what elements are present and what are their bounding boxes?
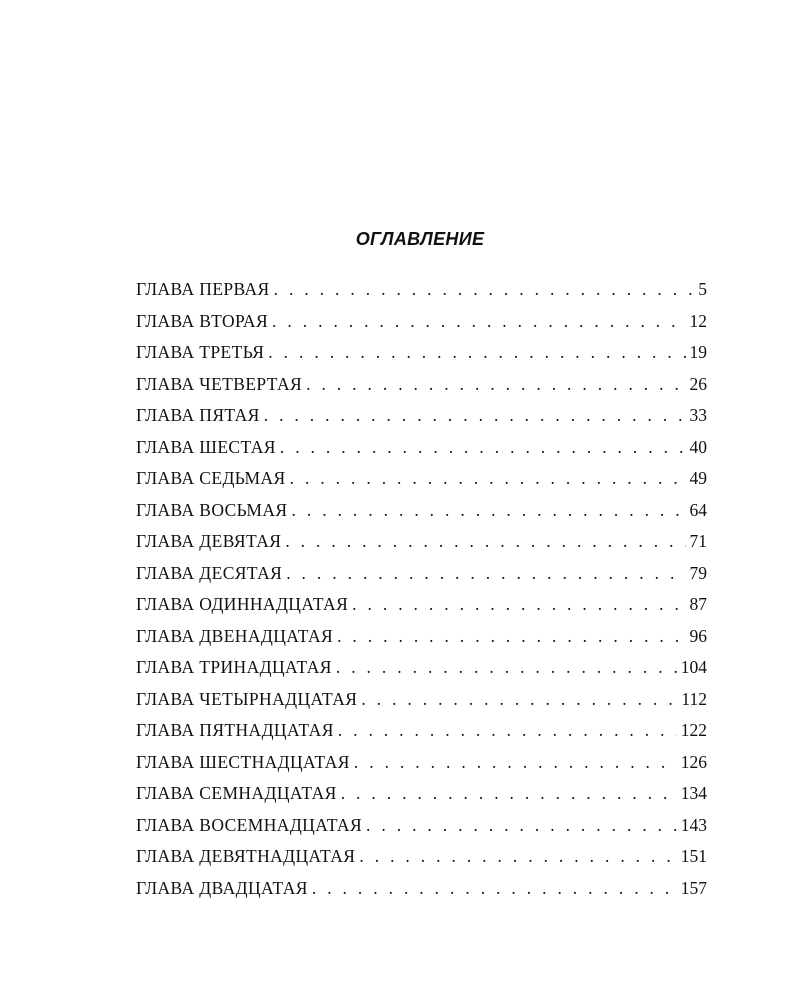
toc-entry-label: ГЛАВА ТРИНАДЦАТАЯ (136, 657, 332, 677)
toc-entry[interactable] (136, 657, 707, 689)
toc-entry[interactable] (136, 437, 707, 469)
toc-entry-label: ГЛАВА ПЯТАЯ (136, 405, 260, 425)
toc-entry[interactable] (136, 374, 707, 406)
toc-entry-page: 64 (689, 499, 707, 520)
dot-leader (306, 374, 685, 395)
toc-entry-label: ГЛАВА ДВЕНАДЦАТАЯ (136, 625, 334, 646)
toc-entry-page: 33 (689, 405, 707, 425)
toc-entry-page: 5 (698, 279, 707, 299)
toc-entry-page: 151 (680, 846, 707, 866)
dot-leader (366, 815, 677, 836)
toc-entry-label: ГЛАВА ПЯТНАДЦАТАЯ (136, 720, 334, 740)
toc-entry-label: ГЛАВА СЕДЬМАЯ (136, 468, 286, 488)
toc-entry[interactable] (136, 878, 707, 910)
dot-leader (268, 342, 685, 363)
dot-leader (290, 468, 686, 489)
toc-entry-label: ГЛАВА ЧЕТВЕРТАЯ (136, 373, 303, 394)
toc-entry-page: 104 (680, 657, 707, 677)
page-title: ОГЛАВЛЕНИЕ (355, 229, 485, 249)
dot-leader (336, 657, 677, 678)
toc-entry-page: 71 (689, 531, 707, 551)
toc-entry[interactable] (136, 594, 707, 626)
dot-leader (359, 846, 676, 867)
dot-leader (272, 311, 685, 332)
toc-entry[interactable] (136, 626, 707, 658)
dot-leader (361, 689, 677, 710)
toc-entry-label: ГЛАВА ВТОРАЯ (136, 310, 269, 331)
dot-leader (264, 405, 686, 426)
toc-entry[interactable] (136, 531, 707, 563)
toc-entry-label: ГЛАВА ПЕРВАЯ (136, 279, 270, 299)
toc-entry-label: ГЛАВА ВОСЕМНАДЦАТАЯ (136, 814, 363, 835)
toc-entry[interactable] (136, 279, 707, 311)
toc-entry[interactable] (136, 405, 707, 437)
toc-entry-page: 112 (681, 688, 707, 709)
toc-entry-page: 87 (689, 594, 707, 614)
toc-entry-page: 19 (689, 342, 707, 362)
toc-entry-label: ГЛАВА ДЕВЯТАЯ (136, 531, 282, 551)
toc-entry-page: 134 (680, 783, 707, 803)
toc-entry[interactable] (136, 563, 707, 595)
dot-leader (280, 437, 686, 458)
toc-entry[interactable] (136, 468, 707, 500)
dot-leader (337, 626, 685, 647)
toc-entry[interactable] (136, 783, 707, 815)
toc-entry-page: 49 (689, 468, 707, 488)
toc-entry-label: ГЛАВА ВОСЬМАЯ (136, 499, 288, 520)
toc-entry-page: 122 (680, 720, 707, 740)
dot-leader (354, 752, 677, 773)
toc-entry[interactable] (136, 720, 707, 752)
toc-entry-label: ГЛАВА ДВАДЦАТАЯ (136, 877, 308, 898)
toc-entry-page: 40 (689, 436, 707, 457)
toc-entry[interactable] (136, 311, 707, 343)
toc-entry-page: 12 (689, 310, 707, 331)
toc-entry-label: ГЛАВА ШЕСТАЯ (136, 436, 276, 457)
toc-entry[interactable] (136, 500, 707, 532)
toc-entry[interactable] (136, 815, 707, 847)
toc-entry-page: 143 (680, 814, 707, 835)
toc-entry[interactable] (136, 342, 707, 374)
table-of-contents (136, 279, 707, 909)
dot-leader (274, 279, 695, 300)
toc-entry-label: ГЛАВА ДЕСЯТАЯ (136, 562, 283, 583)
toc-entry-page: 79 (689, 562, 707, 583)
dot-leader (312, 878, 677, 899)
toc-entry[interactable] (136, 689, 707, 721)
toc-entry-label: ГЛАВА ОДИННАДЦАТАЯ (136, 594, 349, 614)
dot-leader (338, 720, 677, 741)
toc-entry-label: ГЛАВА ТРЕТЬЯ (136, 342, 265, 362)
dot-leader (285, 531, 685, 552)
toc-entry-label: ГЛАВА ШЕСТНАДЦАТАЯ (136, 751, 350, 772)
toc-entry[interactable] (136, 752, 707, 784)
dot-leader (286, 563, 685, 584)
toc-entry-page: 157 (680, 877, 707, 898)
toc-entry-page: 26 (689, 373, 707, 394)
toc-entry-page: 96 (689, 625, 707, 646)
toc-entry-label: ГЛАВА ДЕВЯТНАДЦАТАЯ (136, 846, 356, 866)
dot-leader (341, 783, 677, 804)
toc-entry-label: ГЛАВА СЕМНАДЦАТАЯ (136, 783, 337, 803)
toc-entry-label: ГЛАВА ЧЕТЫРНАДЦАТАЯ (136, 688, 358, 709)
dot-leader (292, 500, 686, 521)
toc-entry[interactable] (136, 846, 707, 878)
toc-entry-page: 126 (680, 751, 707, 772)
dot-leader (352, 594, 685, 615)
